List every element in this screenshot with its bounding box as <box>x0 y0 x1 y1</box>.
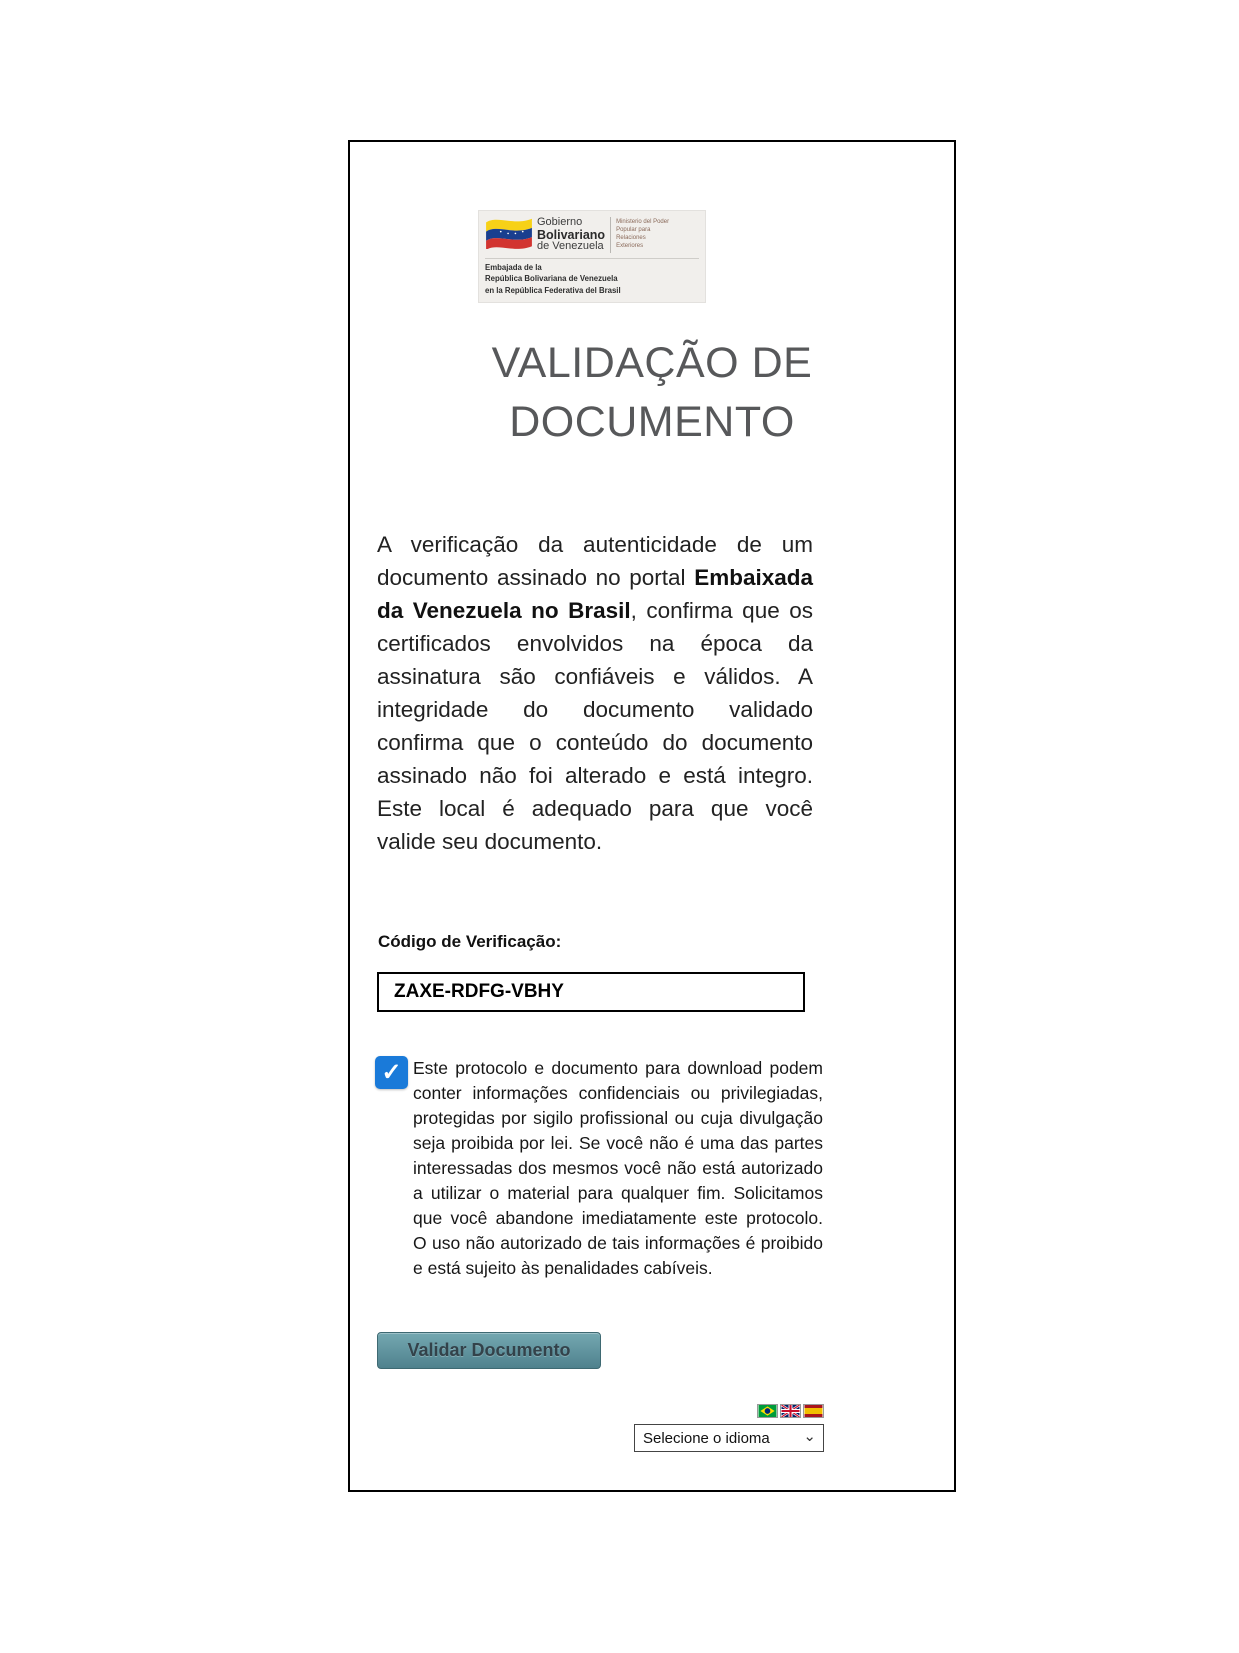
brazil-flag-icon[interactable] <box>757 1404 778 1418</box>
embassy-logo <box>478 210 706 303</box>
language-select[interactable] <box>634 1424 824 1452</box>
disclaimer-section <box>375 1056 823 1281</box>
ministry-text: Ministerio del Poder Popular para Relaciones Exteriores <box>616 219 670 249</box>
venezuela-flag-icon <box>485 216 533 254</box>
language-select-value: Selecione o idioma <box>643 1429 770 1447</box>
embassy-name: Embajada de la República Bolivariana de Venezuela en la República Federativa del Brasil <box>485 258 699 296</box>
page-title: VALIDAÇÃO DE DOCUMENTO <box>491 339 813 446</box>
intro-paragraph: A verificação da autenticidade de um documento assinado no portal Embaixada da Venezuela no Brasil, confirma que os certificados envolvidos na época da assinatura são confiáveis e válidos. A integridade do documento validado confirma que o conteúdo do documento assinado não foi alterado e está integro. Este local é adequado para que você valide seu documento. <box>377 532 813 854</box>
validation-panel <box>348 140 956 1492</box>
spain-flag-icon[interactable] <box>803 1404 824 1418</box>
check-icon: ✓ <box>381 1059 402 1086</box>
language-area <box>634 1404 824 1452</box>
disclaimer-text: Este protocolo e documento para download podem conter informações confidenciais ou privilegiadas, protegidas por sigilo profissional ou cuja divulgação seja proibida por lei. Se você não é uma das partes interessadas dos mesmos você não está autorizado a utilizar o material para qualquer fim. Solicitamos que você abandone imediatamente este protocolo. O uso não autorizado de tais informações é proibido e está sujeito às penalidades cabíveis. <box>413 1058 823 1278</box>
confidentiality-checkbox[interactable] <box>375 1056 408 1089</box>
verification-code-label: Código de Verificação: <box>378 932 562 951</box>
chevron-down-icon: ⌄ <box>803 1427 816 1445</box>
flag-list <box>634 1404 824 1418</box>
verification-code-input[interactable] <box>377 972 805 1012</box>
uk-flag-icon[interactable] <box>780 1404 801 1418</box>
government-wordmark: Gobierno Bolivariano de Venezuela <box>537 217 611 252</box>
validate-document-button[interactable]: Validar Documento <box>377 1332 601 1369</box>
